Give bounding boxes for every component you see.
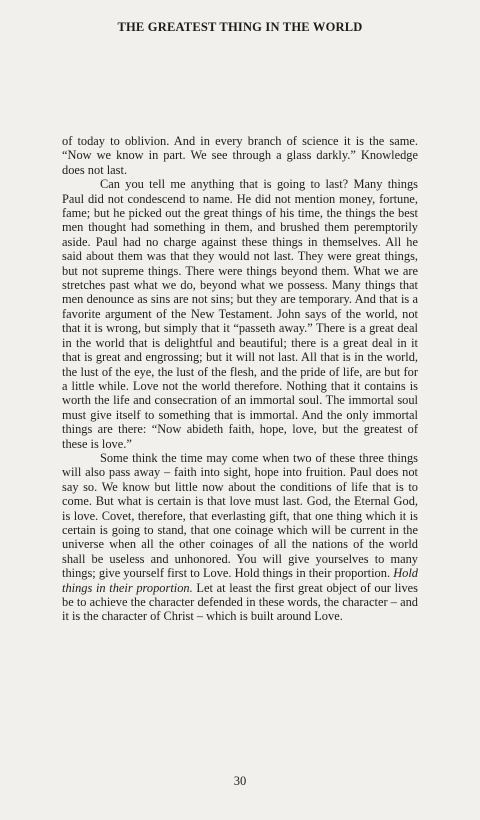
paragraph-1: of today to oblivion. And in every branch of science it is the same. “Now we know in part. We see through a glass darkly.” Knowledge does not last. [62, 134, 418, 177]
running-head-title: THE GREATEST THING IN THE WORLD [117, 20, 363, 34]
paragraph-3-text: Some think the time may come when two of these three things will also pass away – faith into sight, hope into fruition. Paul does not say so. We know but little now about the conditions of life that is to come. But what is certain is that love must last. God, the Eternal God, is love. Covet, therefore, that everlasting gift, that one thing which it is certain is going to stand, that one coinage which will be current in the universe when all the other coinages of all the nations of the world shall be useless and unhonored. You will give yourselves to many things; give yourself first to Love. Hold things in their proportion. [62, 450, 418, 581]
paragraph-3 [62, 451, 418, 624]
paragraph-3-text-end: Let at least the first great object of our lives be to achieve the character defended in these words, the character – and it is the character of Christ – which is built around Love. [62, 580, 418, 624]
body-text [62, 134, 418, 624]
paragraph-3-emphasis: Hold things in their proportion. [62, 566, 418, 595]
paragraph-2: Can you tell me anything that is going to last? Many things Paul did not condescend to name. He did not mention money, fortune, fame; but he picked out the great things of his time, the things the best men thought had something in them, and brushed them peremptorily aside. Paul had no charge against these things in themselves. All he said about them was that they would not last. They were great things, but not supreme things. There were things beyond them. What we are stretches past what we do, beyond what we possess. Many things that men denounce as sins are not sins; but they are temporary. And that is a favorite argument of the New Testament. John says of the world, not that it is wrong, but simply that it “passeth away.” There is a great deal in the world that is delightful and beautiful; there is a great deal in it that is great and engrossing; but it will not last. All that is in the world, the lust of the eye, the lust of the flesh, and the pride of life, are but for a little while. Love not the world therefore. Nothing that it contains is worth the life and consecration of an immortal soul. The immortal soul must give itself to something that is immortal. And the only immortal things are there: “Now abideth faith, hope, love, but the greatest of these is love.” [62, 177, 418, 451]
page-number: 30 [233, 774, 247, 788]
